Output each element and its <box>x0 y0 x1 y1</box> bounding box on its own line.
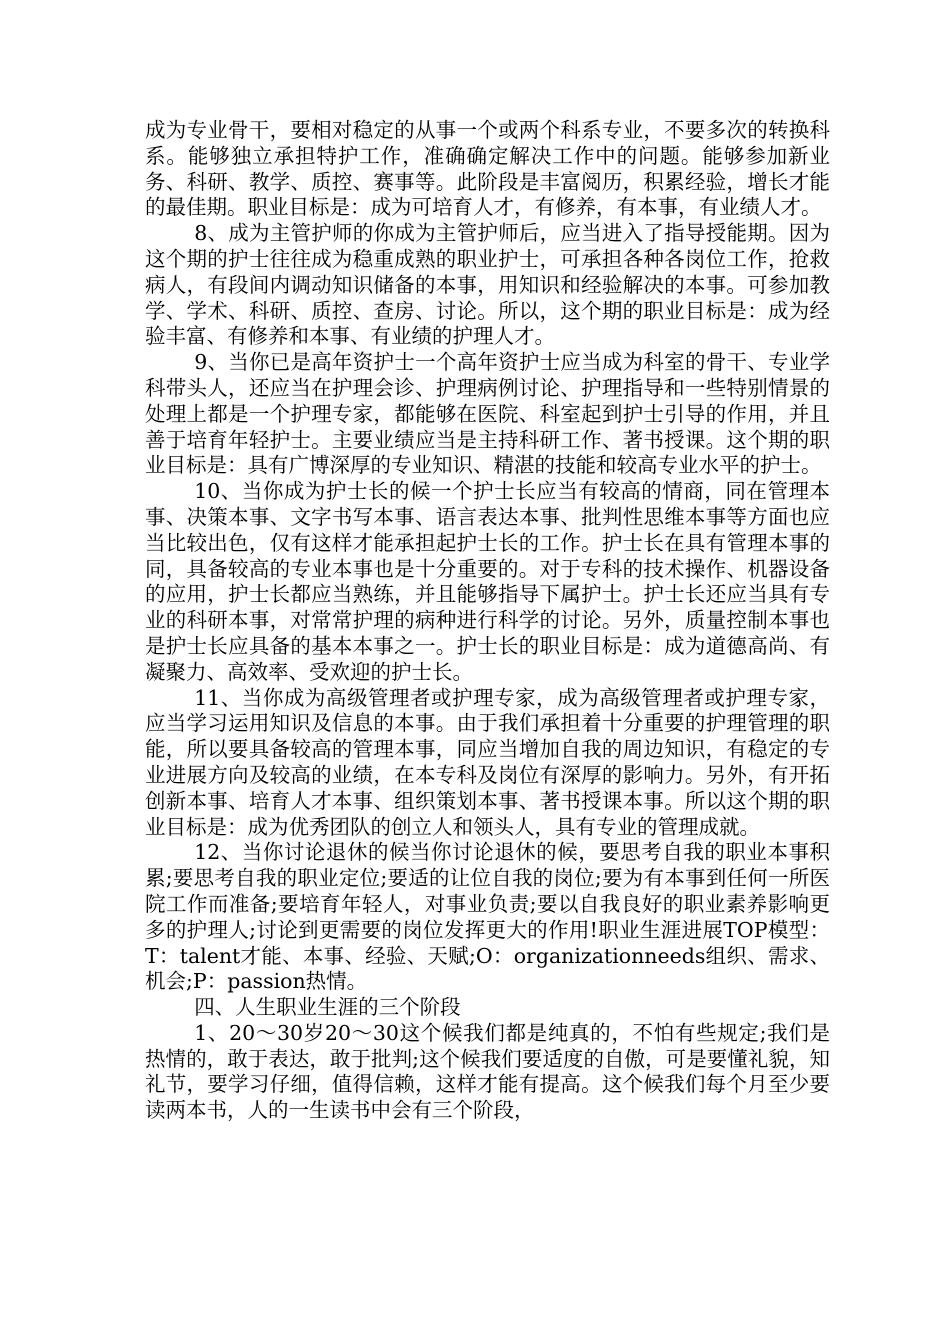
paragraph-4: 10、当你成为护士长的候一个护士长应当有较高的情商，同在管理本事、决策本事、文字书写本事、语言表达本事、批判性思维本事等方面也应当比较出色，仅有这样才能承担起护士长的工作。护士长在具有管理本事的同，具备较高的专业本事也是十分重要的。对于专科的技术操作、机器设备的应用，护士长都应当熟练，并且能够指导下属护士。护士长还应当具有专业的科研本事，对常常护理的病种进行科学的讨论。另外，质量控制本事也是护士长应具备的基本本事之一。护士长的职业目标是：成为道德高尚、有凝聚力、高效率、受欢迎的护士长。 <box>145 479 830 684</box>
paragraph-3: 9、当你已是高年资护士一个高年资护士应当成为科室的骨干、专业学科带头人，还应当在护理会诊、护理病例讨论、护理指导和一些特别情景的处理上都是一个护理专家，都能够在医院、科室起到护士引导的作用，并且善于培育年轻护士。主要业绩应当是主持科研工作、著书授课。这个期的职业目标是：具有广博深厚的专业知识、精湛的技能和较高专业水平的护士。 <box>145 350 830 478</box>
paragraph-6: 12、当你讨论退休的候当你讨论退休的候，要思考自我的职业本事积累;要思考自我的职业定位;要适的让位自我的岗位;要为有本事到任何一所医院工作而准备;要培育年轻人，对事业负责;要以自我良好的职业素养影响更多的护理人;讨论到更需要的岗位发挥更大的作用!职业生涯进展TOP模型：T：talent才能、本事、经验、天赋;O：organizationneeds组织、需求、机会;P：passion热情。 <box>145 840 830 994</box>
paragraph-1: 成为专业骨干，要相对稳定的从事一个或两个科系专业，不要多次的转换科系。能够独立承担特护工作，准确确定解决工作中的问题。能够参加新业务、科研、教学、质控、赛事等。此阶段是丰富阅历，积累经验，增长才能的最佳期。职业目标是：成为可培育人才，有修养，有本事，有业绩人才。 <box>145 118 830 220</box>
document-body <box>145 118 830 1124</box>
section-heading: 四、人生职业生涯的三个阶段 <box>194 995 461 1020</box>
paragraph-5: 11、当你成为高级管理者或护理专家，成为高级管理者或护理专家，应当学习运用知识及信息的本事。由于我们承担着十分重要的护理管理的职能，所以要具备较高的管理本事，同应当增加自我的周边知识，有稳定的专业进展方向及较高的业绩，在本专科及岗位有深厚的影响力。另外，有开拓创新本事、培育人才本事、组织策划本事、著书授课本事。所以这个期的职业目标是：成为优秀团队的创立人和领头人，具有专业的管理成就。 <box>145 685 830 839</box>
paragraph-2: 8、成为主管护师的你成为主管护师后，应当进入了指导授能期。因为这个期的护士往往成为稳重成熟的职业护士，可承担各种各岗位工作，抢救病人，有段间内调动知识储备的本事，用知识和经验解决的本事。可参加教学、学术、科研、质控、查房、讨论。所以，这个期的职业目标是：成为经验丰富、有修养和本事、有业绩的护理人才。 <box>145 221 830 349</box>
paragraph-7: 1、20～30岁20～30这个候我们都是纯真的，不怕有些规定;我们是热情的，敢于表达，敢于批判;这个候我们要适度的自傲，可是要懂礼貌，知礼节，要学习仔细，值得信赖，这样才能有提高。这个候我们每个月至少要读两本书，人的一生读书中会有三个阶段， <box>145 1020 830 1123</box>
